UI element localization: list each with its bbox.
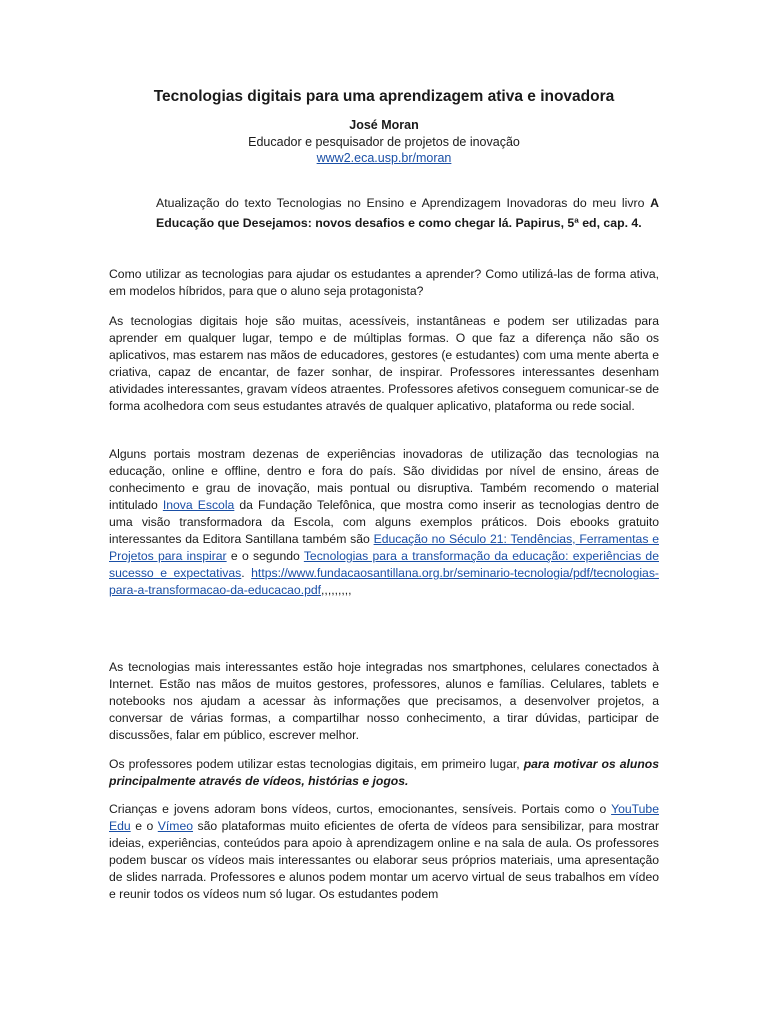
paragraph-3-text-a: Alguns portais mostram dezenas de experiências inovadoras de utilização das tecnologias na educação, online e offline, dentro e fora do país. São divididas por nível de ensino, áreas de conhecimento e grau de inovação, mais pontual ou disruptiva. Também recomendo o material intitulado [109,447,659,512]
paragraph-3-text-b: da Fundação Telefônica, que mostra como inserir as tecnologias dentro de uma visão transformadora da Escola, com alguns exemplos práticos. Dois ebooks gratuito interessantes da Editora Santillana também são [109,498,660,546]
author-website [0,151,768,165]
inova-escola-link[interactable]: Inova Escola [162,498,235,512]
paragraph-3-text-e: ,,,,,,,,, [321,583,352,597]
youtube-edu-link[interactable]: YouTube Edu [109,802,659,833]
paragraph-2: As tecnologias digitais hoje são muitas, acessíveis, instantâneas e podem ser utilizadas para aprender em qualquer lugar, tempo e de múltiplas formas. O que faz a diferença não são os aplicativos, mas estarem nas mãos de educadores, gestores (e estudantes) com uma mente aberta e criativa, capaz de encantar, de fazer sonhar, de inspirar. Professores interessantes desenham atividades interessantes, gravam vídeos atraentes. Professores afetivos conseguem comunicar-se de forma acolhedora com seus estudantes através de qualquer aplicativo, plataforma ou rede social. [109,314,659,413]
update-note-publisher: Papirus, 5ª ed, cap. 4. [512,216,642,230]
paragraph-5 [109,756,659,790]
website-link[interactable]: www2.eca.usp.br/moran [316,151,452,165]
paragraph-3-text-c: e o segundo [226,549,304,563]
vimeo-link[interactable]: Vímeo [157,819,194,833]
paragraph-1: Como utilizar as tecnologias para ajudar os estudantes a aprender? Como utilizá-las de forma ativa, em modelos híbridos, para que o aluno seja protagonista? [109,267,659,298]
educacao-seculo-21-link[interactable]: Educação no Século 21: Tendências, Ferramentas e Projetos para inspirar [109,532,659,563]
author-name: José Moran [349,118,419,132]
paragraph-6-text-c: são plataformas muito eficientes de oferta de vídeos para sensibilizar, para mostrar ideias, experiências, conteúdos para apoio à aprendizagem online e na sala de aula. Os professores podem buscar os vídeos mais interessantes ou elaborar seus próprios materiais, uma apresentação de slides narrada. Professores e alunos podem montar um acervo virtual de seus trabalhos em vídeo e reunir todos os vídeos num só lugar. Os estudantes podem [109,819,659,901]
update-note-book: A Educação que Desejamos: novos desafios e como chegar lá. [156,196,659,230]
update-note-text: Atualização do texto Tecnologias no Ensino e Aprendizagem Inovadoras do meu livro [156,196,651,210]
paragraph-3-text-d: . [241,566,252,580]
tecnologias-transformacao-link[interactable]: Tecnologias para a transformação da educação: experiências de sucesso e expectativas [109,549,659,580]
author-role: Educador e pesquisador de projetos de inovação [248,135,520,149]
paragraph-6-text-a: Crianças e jovens adoram bons vídeos, curtos, emocionantes, sensíveis. Portais como o [109,802,612,816]
paragraph-3 [109,446,659,599]
document-title: Tecnologias digitais para uma aprendizagem ativa e inovadora [153,88,615,105]
paragraph-5-emphasis: para motivar os alunos principalmente através de vídeos, histórias e jogos. [109,757,659,788]
update-note [156,193,659,233]
paragraph-6-text-b: e o [130,819,158,833]
paragraph-4: As tecnologias mais interessantes estão hoje integradas nos smartphones, celulares conectados à Internet. Estão nas mãos de muitos gestores, professores, alunos e famílias. Celulares, tablets e notebooks nos ajudam a acessar às informações que precisamos, a desenvolver projetos, a conversar de várias formas, a compartilhar nosso conhecimento, a tirar dúvidas, participar de discussões, falar em público, escrever melhor. [109,660,659,742]
paragraph-5-text: Os professores podem utilizar estas tecnologias digitais, em primeiro lugar, [109,757,524,771]
santillana-pdf-link[interactable]: https://www.fundacaosantillana.org.br/seminario-tecnologia/pdf/tecnologias-para-a-transformacao-da-educacao.pdf [109,566,659,597]
paragraph-6 [109,801,659,903]
